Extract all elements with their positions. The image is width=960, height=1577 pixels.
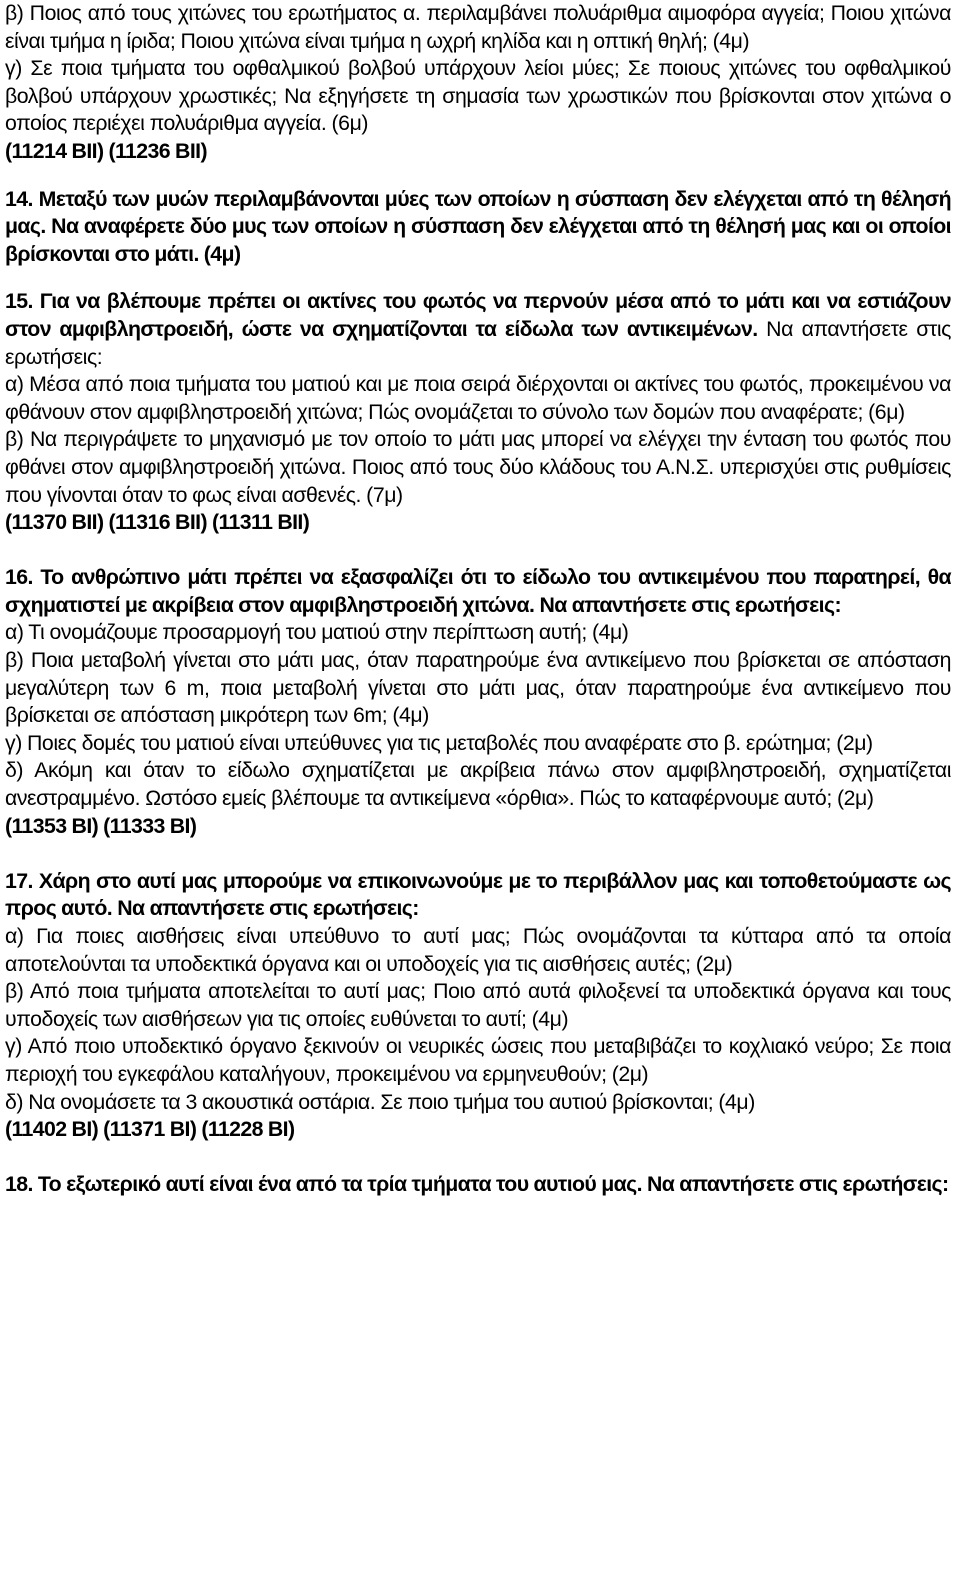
document-page	[5, 0, 951, 1199]
q17-part-a: α) Για ποιες αισθήσεις είναι υπεύθυνο το αυτί μας; Πώς ονομάζονται τα κύτταρα από τα οποία αποτελούνται τα υποδεκτικά όργανα και οι υποδοχείς για τις αισθήσεις αυτές; (2μ)	[5, 924, 951, 976]
q15-part-b: β) Να περιγράψετε το μηχανισμό με τον οποίο το μάτι μας μπορεί να ελέγχει την ένταση του φωτός που φθάνει στον αμφιβληστροειδή χιτώνα. Ποιος από τους δύο κλάδους του Α.Ν.Σ. υπερισχύει στις ρυθμίσεις που γίνονται όταν το φως είναι ασθενές. (7μ)	[5, 427, 951, 507]
q17-part-d: δ) Να ονομάσετε τα 3 ακουστικά οστάρια. Σε ποιο τμήμα του αυτιού βρίσκονται; (4μ)	[5, 1089, 755, 1114]
q15-stem: 15. Για να βλέπουμε πρέπει οι ακτίνες του φωτός να περνούν μέσα από το μάτι και να εστιάζουν στον αμφιβληστροειδή, ώστε να σχηματίζονται τα είδωλα των αντικειμένων.	[5, 289, 951, 341]
q13-part-c: γ) Σε ποια τμήματα του οφθαλμικού βολβού υπάρχουν λείοι μύες; Σε ποιους χιτώνες του οφθαλμικού βολβού υπάρχουν χρωστικές; Να εξηγήσετε τη σημασία των χρωστικών που βρίσκονται στον χιτώνα ο οποίος περιέχει πολυάριθμα αγγεία. (6μ)	[5, 56, 951, 136]
q18-stem: 18. Το εξωτερικό αυτί είναι ένα από τα τρία τμήματα του αυτιού μας.	[5, 1172, 642, 1197]
q17-part-b: β) Από ποια τμήματα αποτελείται το αυτί μας; Ποιο από αυτά φιλοξενεί τα υποδεκτικά όργανα και τους υποδοχείς των αισθήσεων για τις οποίες ευθύνεται το αυτί; (4μ)	[5, 979, 951, 1031]
q18-prompt: Να απαντήσετε στις ερωτήσεις:	[647, 1172, 949, 1197]
q16-part-b: β) Ποια μεταβολή γίνεται στο μάτι μας, όταν παρατηρούμε ένα αντικείμενο που βρίσκεται σε απόσταση μεγαλύτερη των 6 m, ποια μεταβολή γίνεται στο μάτι μας, όταν παρατηρούμε ένα αντικείμενο που βρίσκεται σε απόσταση μικρότερη των 6m; (4μ)	[5, 648, 951, 728]
q15-header	[5, 288, 951, 371]
q16-header	[5, 564, 951, 619]
q15-references: (11370 BII) (11316 BII) (11311 BII)	[5, 510, 310, 535]
q16-part-a: α) Τι ονομάζουμε προσαρμογή του ματιού στην περίπτωση αυτή; (4μ)	[5, 620, 629, 645]
q16-part-c: γ) Ποιες δομές του ματιού είναι υπεύθυνες για τις μεταβολές που αναφέρατε στο β. ερώτημα; (2μ)	[5, 730, 873, 755]
q16-prompt: Να απαντήσετε στις ερωτήσεις:	[539, 592, 841, 617]
q15-part-a: α) Μέσα από ποια τμήματα του ματιού και με ποια σειρά διέρχονται οι ακτίνες του φωτός, προκειμένου να φθάνουν στον αμφιβληστροειδή χιτώνα; Πώς ονομάζεται το σύνολο των δομών που αναφέρατε; (6μ)	[5, 372, 951, 424]
q17-header	[5, 868, 951, 923]
q14-text: 14. Μεταξύ των μυών περιλαμβάνονται μύες των οποίων η σύσπαση δεν ελέγχεται από τη θέλησή μας. Να αναφέρετε δύο μυς των οποίων η σύσπαση δεν ελέγχεται από τη θέλησή μας και οι οποίοι βρίσκονται στο μάτι. (4μ)	[5, 186, 951, 266]
q17-part-c: γ) Από ποιο υποδεκτικό όργανο ξεκινούν οι νευρικές ώσεις που μεταβιβάζει το κοχλιακό νεύρο; Σε ποια περιοχή του εγκεφάλου καταλήγουν, προκειμένου να ερμηνευθούν; (2μ)	[5, 1034, 951, 1086]
q13-references: (11214 BII) (11236 BII)	[5, 138, 207, 163]
q17-prompt: Να απαντήσετε στις ερωτήσεις:	[117, 896, 419, 921]
q16-part-d: δ) Ακόμη και όταν το είδωλο σχηματίζεται με ακρίβεια πάνω στον αμφιβληστροειδή, σχηματίζεται ανεστραμμένο. Ωστόσο εμείς βλέπουμε τα αντικείμενα «όρθια». Πώς το καταφέρνουμε αυτό; (2μ)	[5, 758, 951, 811]
q16-references: (11353 BI) (11333 BI)	[5, 813, 197, 838]
q15-prompt: Να απαντήσετε στις ερωτήσεις:	[5, 316, 951, 369]
q18-header	[5, 1171, 951, 1199]
q16-stem: 16. Το ανθρώπινο μάτι πρέπει να εξασφαλίζει ότι το είδωλο του αντικειμένου που παρατηρεί, θα σχηματιστεί με ακρίβεια στον αμφιβληστροειδή χιτώνα.	[5, 565, 951, 617]
q17-stem: 17. Χάρη στο αυτί μας μπορούμε να επικοινωνούμε με το περιβάλλον μας και τοποθετούμαστε ως προς αυτό.	[5, 868, 951, 921]
q17-references: (11402 BI) (11371 BI) (11228 BI)	[5, 1117, 295, 1142]
q13-part-b: β) Ποιος από τους χιτώνες του ερωτήματος α. περιλαμβάνει πολυάριθμα αιμοφόρα αγγεία; Ποιου χιτώνα είναι τμήμα η ίριδα; Ποιου χιτώνα είναι τμήμα η ωχρή κηλίδα και η οπτική θηλή; (4μ)	[5, 1, 951, 53]
